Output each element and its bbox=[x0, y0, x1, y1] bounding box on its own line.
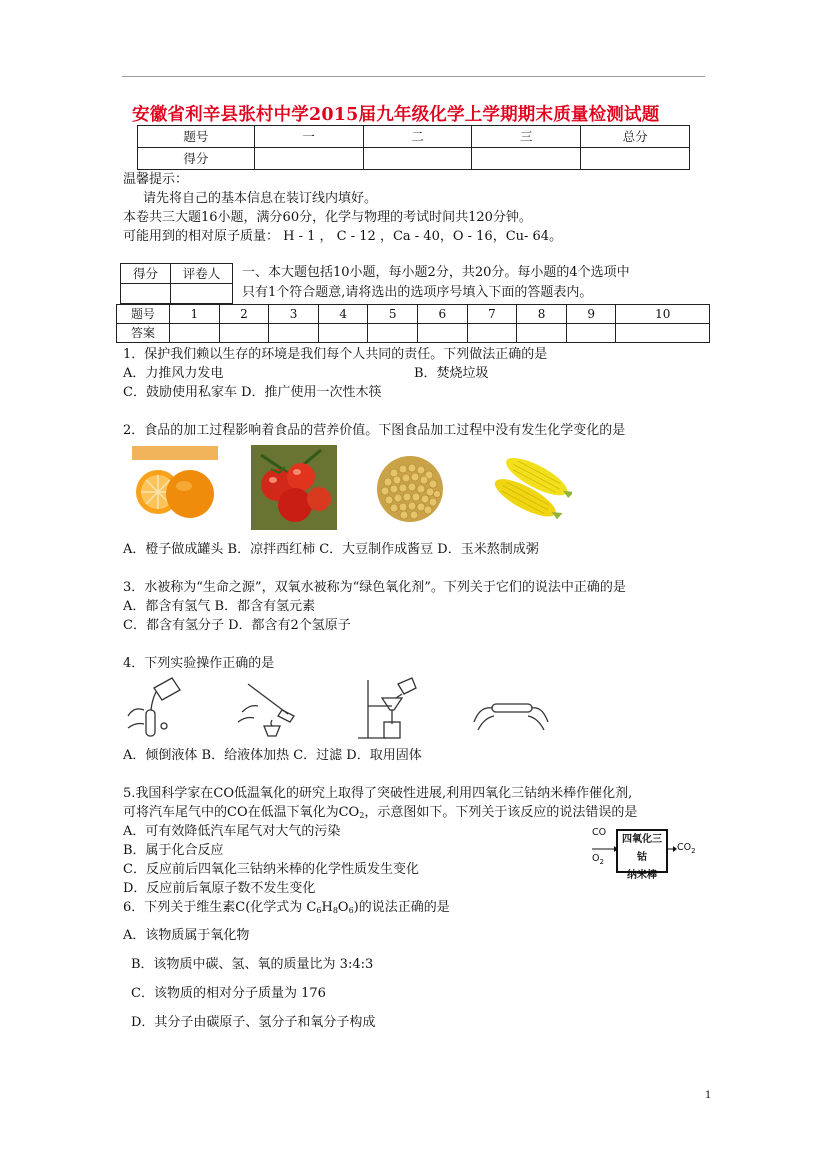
answer-table-num: 2 bbox=[219, 305, 269, 324]
q1-option-cd: C．鼓励使用私家车 D．推广使用一次性木筷 bbox=[123, 385, 382, 400]
diagram-output-subscript: 2 bbox=[691, 847, 696, 855]
answer-cell[interactable] bbox=[318, 324, 368, 343]
q4-stem: 4．下列实验操作正确的是 bbox=[123, 656, 275, 671]
score-table-header: 题号 bbox=[138, 126, 255, 148]
diagram-box-line: 四氧化三钴 bbox=[622, 834, 662, 863]
score-table-header: 总分 bbox=[581, 126, 690, 148]
page-number: 1 bbox=[705, 1090, 712, 1101]
q6-option-d: D．其分子由碳原子、氢分子和氧分子构成 bbox=[131, 1015, 376, 1030]
answer-cell[interactable] bbox=[418, 324, 468, 343]
q1-option-a: A．力推风力发电 bbox=[123, 366, 224, 381]
answer-table-num: 5 bbox=[368, 305, 418, 324]
q1-option-b: B．焚烧垃圾 bbox=[414, 366, 489, 381]
reminder-line: 请先将自己的基本信息在装订线内填好。 bbox=[143, 191, 378, 206]
diagram-box-line: 纳米棒 bbox=[627, 870, 657, 881]
q6-formula-sub: 8 bbox=[332, 906, 338, 915]
q2-stem: 2．食品的加工过程影响着食品的营养价值。下图食品加工过程中没有发生化学变化的是 bbox=[123, 423, 626, 438]
filtration-illustration bbox=[356, 676, 420, 742]
answer-table-num-label: 题号 bbox=[117, 305, 170, 324]
answer-cell[interactable] bbox=[467, 324, 517, 343]
grader-score-cell[interactable] bbox=[121, 284, 171, 304]
answer-cell[interactable] bbox=[170, 324, 220, 343]
pouring-liquid-illustration bbox=[124, 676, 184, 740]
q5-stem-line1: 5.我国科学家在CO低温氧化的研究上取得了突破性进展,利用四氧化三钴纳米棒作催化剂, bbox=[123, 786, 633, 801]
q5-option-b: B．属于化合反应 bbox=[123, 843, 224, 858]
section1-line: 一、本大题包括10小题，每小题2分，共20分。每小题的4个选项中 bbox=[242, 265, 630, 280]
q5-stem-text: 可将汽车尾气中的CO在低温下氧化为CO bbox=[123, 805, 360, 820]
answer-cell[interactable] bbox=[368, 324, 418, 343]
q5-stem-text: ，示意图如下。下列关于该反应的说法错误的是 bbox=[364, 805, 638, 820]
soybean-photo bbox=[372, 451, 448, 525]
score-cell[interactable] bbox=[363, 148, 472, 170]
page-title: 安徽省利辛县张村中学2015届九年级化学上学期期末质量检测试题 bbox=[132, 105, 660, 125]
q5-option-d: D．反应前后氧原子数不发生变化 bbox=[123, 881, 316, 896]
answer-cell[interactable] bbox=[269, 324, 319, 343]
answer-cell[interactable] bbox=[219, 324, 269, 343]
grader-score-label: 得分 bbox=[121, 264, 171, 284]
q6-stem bbox=[123, 898, 450, 920]
score-table bbox=[137, 125, 690, 170]
section1-instructions bbox=[242, 263, 712, 303]
q6-formula-element: H bbox=[321, 900, 333, 915]
q3-options-cd: C．都含有氢分子 D．都含有2个氢原子 bbox=[123, 618, 351, 633]
grader-name-label: 评卷人 bbox=[171, 264, 233, 284]
answer-table-num: 9 bbox=[566, 305, 616, 324]
answer-table-num: 10 bbox=[616, 305, 710, 324]
reminder-line: 可能用到的相对原子质量： H - 1 ， C - 12 ，Ca - 40，O - 16，Cu- 64。 bbox=[123, 229, 563, 244]
diagram-input-o2-text: O bbox=[592, 853, 600, 864]
score-table-header: 三 bbox=[472, 126, 581, 148]
q3-options-ab: A．都含有氢气 B．都含有氢元素 bbox=[123, 599, 316, 614]
q6-option-a: A．该物质属于氧化物 bbox=[123, 928, 250, 943]
q4-options: A．倾倒液体 B．给液体加热 C．过滤 D．取用固体 bbox=[123, 748, 422, 763]
answer-table-num: 6 bbox=[418, 305, 468, 324]
q2-options: A．橙子做成罐头 B．凉拌西红柿 C．大豆制作成酱豆 D．玉米熬制成粥 bbox=[123, 542, 539, 557]
score-table-header: 一 bbox=[254, 126, 363, 148]
score-table-header: 二 bbox=[363, 126, 472, 148]
q5-option-c: C．反应前后四氧化三钴纳米棒的化学性质发生变化 bbox=[123, 862, 419, 877]
answer-table-num: 7 bbox=[467, 305, 517, 324]
section1-line: 只有1个符合题意,请将选出的选项序号填入下面的答题表内。 bbox=[242, 285, 593, 300]
answer-table-num: 4 bbox=[318, 305, 368, 324]
score-cell[interactable] bbox=[472, 148, 581, 170]
score-table-row-label: 得分 bbox=[138, 148, 255, 170]
q5-stem-subscript: 2 bbox=[359, 811, 365, 820]
q6-option-c: C．该物质的相对分子质量为 176 bbox=[131, 986, 326, 1001]
reminder-line: 本卷共三大题16小题，满分60分，化学与物理的考试时间共120分钟。 bbox=[123, 210, 532, 225]
solid-sampling-illustration bbox=[470, 692, 552, 736]
score-cell[interactable] bbox=[254, 148, 363, 170]
diagram-output-co2 bbox=[677, 842, 696, 855]
q1-stem: 1．保护我们赖以生存的环境是我们每个人共同的责任。下列做法正确的是 bbox=[123, 347, 548, 362]
answer-cell[interactable] bbox=[566, 324, 616, 343]
q5-option-a: A．可有效降低汽车尾气对大气的污染 bbox=[123, 824, 341, 839]
q6-option-b: B．该物质中碳、氢、氧的质量比为 3:4:3 bbox=[131, 957, 374, 972]
q3-stem: 3．水被称为“生命之源”，双氧水被称为“绿色氧化剂”。下列关于它们的说法中正确的是 bbox=[123, 580, 626, 595]
diagram-output-text: CO bbox=[677, 842, 692, 853]
q6-formula-element: O bbox=[337, 900, 349, 915]
reminder-heading: 温馨提示： bbox=[123, 172, 189, 187]
grader-name-cell[interactable] bbox=[171, 284, 233, 304]
diagram-input-o2-subscript: 2 bbox=[599, 858, 604, 866]
diagram-catalyst-box bbox=[616, 829, 668, 881]
catalysis-diagram bbox=[590, 825, 700, 881]
q6-stem-text: 6．下列关于维生素C(化学式为 C bbox=[123, 900, 317, 915]
answer-cell[interactable] bbox=[616, 324, 710, 343]
q6-stem-text: )的说法正确的是 bbox=[353, 900, 450, 915]
answer-table bbox=[116, 304, 710, 343]
score-cell[interactable] bbox=[581, 148, 690, 170]
grader-table bbox=[120, 263, 233, 304]
q6-formula-sub: 6 bbox=[316, 906, 322, 915]
tomato-photo bbox=[251, 445, 337, 530]
q6-formula-sub: 6 bbox=[348, 906, 354, 915]
diagram-input-co: CO bbox=[592, 827, 607, 838]
header-rule bbox=[122, 76, 705, 77]
answer-cell[interactable] bbox=[517, 324, 567, 343]
answer-table-num: 3 bbox=[269, 305, 319, 324]
corn-photo bbox=[490, 451, 572, 527]
orange-photo bbox=[132, 446, 218, 526]
answer-table-num: 1 bbox=[170, 305, 220, 324]
heating-liquid-illustration bbox=[236, 676, 308, 740]
answer-table-ans-label: 答案 bbox=[117, 324, 170, 343]
answer-table-num: 8 bbox=[517, 305, 567, 324]
